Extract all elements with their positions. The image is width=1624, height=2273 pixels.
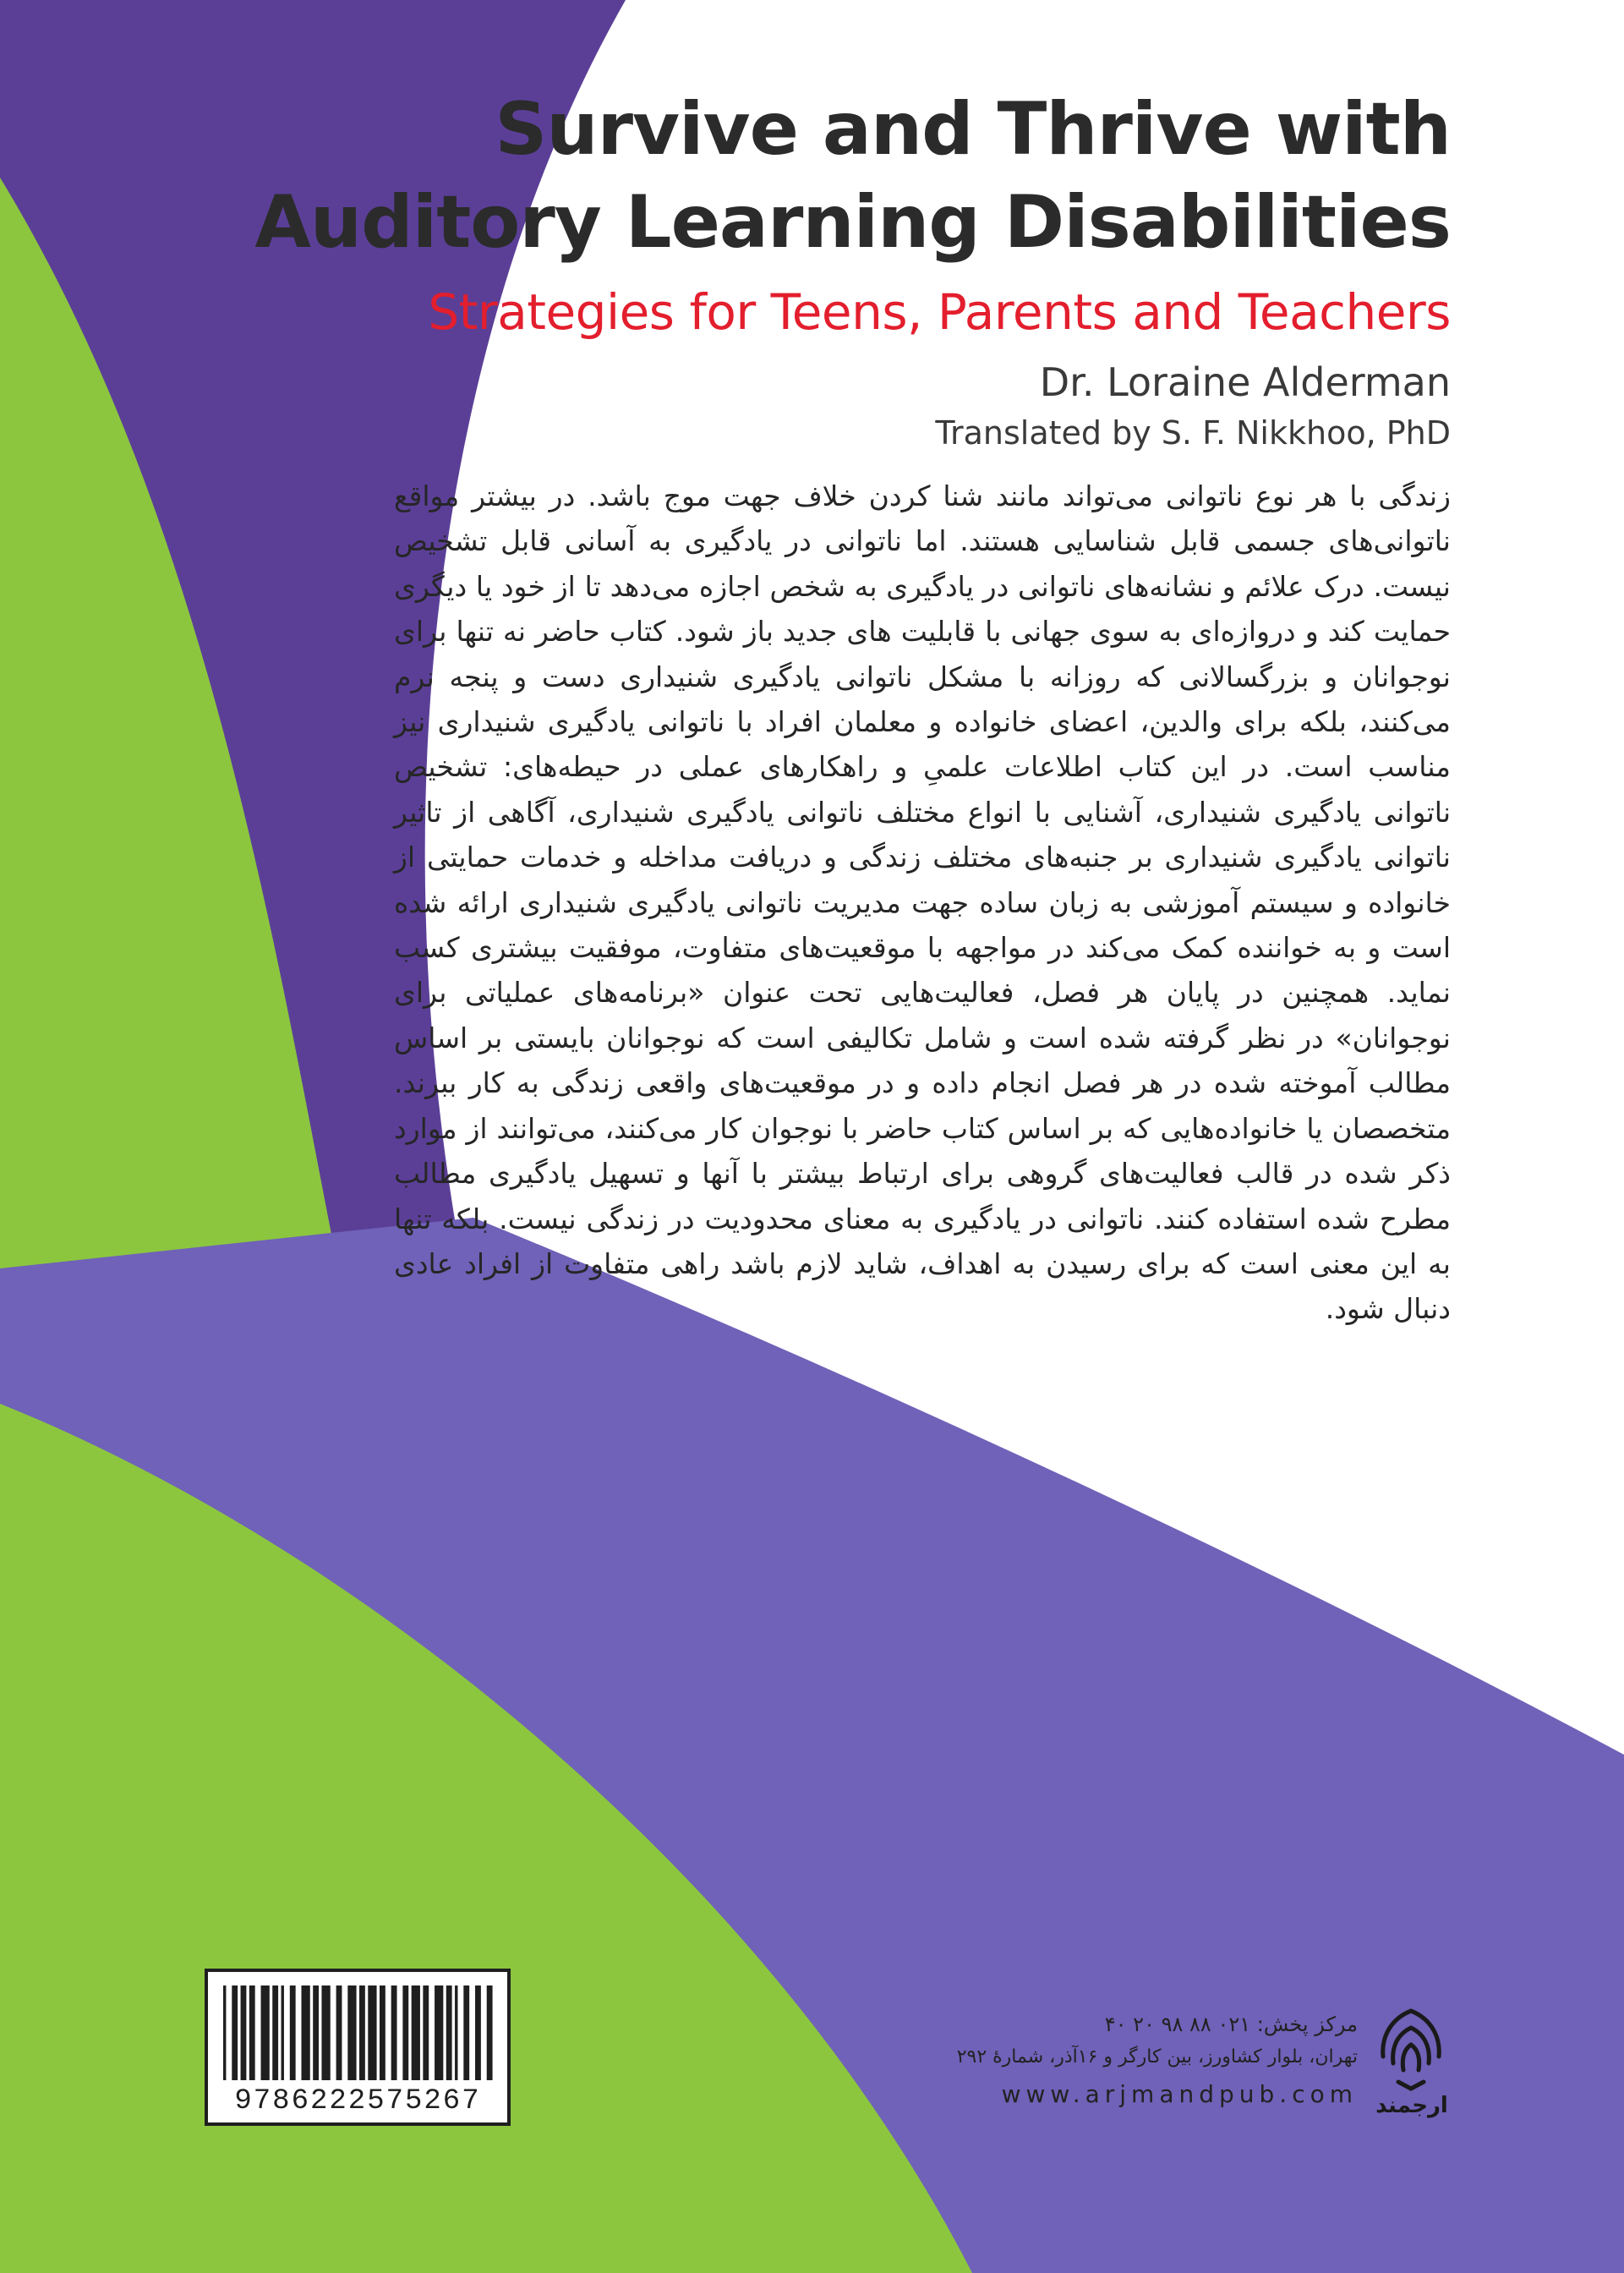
barcode-bar	[313, 1985, 319, 2080]
barcode-bar	[412, 1985, 420, 2080]
barcode-bar	[487, 1985, 493, 2080]
barcode-bar	[223, 1985, 226, 2080]
book-author: Dr. Loraine Alderman	[1039, 359, 1451, 405]
publisher-address: تهران، بلوار کشاورز، بین کارگر و ۱۶آذر، شمارهٔ ۲۹۲	[956, 2046, 1358, 2068]
publisher-logo-name: ارجمند	[1375, 2093, 1448, 2118]
barcode-bar	[435, 1985, 443, 2080]
barcode-bar	[241, 1985, 247, 2080]
barcode-bar	[301, 1985, 309, 2080]
barcode-bar	[321, 1985, 330, 2080]
publisher-website[interactable]: www.arjmandpub.com	[1001, 2080, 1358, 2108]
publisher-phone: مرکز پخش: ۰۲۱ ۸۸ ۹۸ ۲۰ ۴۰	[1104, 2013, 1358, 2036]
barcode-bar	[359, 1985, 365, 2080]
barcode-bar	[380, 1985, 385, 2080]
barcode-bar	[391, 1985, 397, 2080]
barcode-bar	[446, 1985, 452, 2080]
book-subtitle: Strategies for Teens, Parents and Teachers	[428, 283, 1451, 341]
barcode-bar	[402, 1985, 408, 2080]
barcode-bar	[261, 1985, 270, 2080]
barcode-bar	[455, 1985, 457, 2080]
book-title-line-2: Auditory Learning Disabilities	[254, 180, 1451, 265]
barcode-bar	[475, 1985, 481, 2080]
isbn-barcode	[205, 1969, 511, 2126]
barcode-bar	[463, 1985, 469, 2080]
barcode-bar	[368, 1985, 376, 2080]
isbn-number: 9786222575267	[234, 2085, 481, 2117]
blurb-paragraph: زندگی با هر نوع ناتوانی می‌تواند مانند شنا کردن خلاف جهت موج باشد. در بیشتر مواقع ناتوانی‌های جسمی قابل شناسایی هستند. اما ناتوانی در یادگیری به آسانی قابل تشخیص نیست. درک علائم و نشانه‌های ناتوانی در یادگیری به شخص اجازه می‌دهد تا از خود یا دیگری حمایت کند و دروازه‌ای به سوی جهانی با قابلیت های جدید باز شود. کتاب حاضر نه تنها برای نوجوانان و بزرگسالانی که روزانه با مشکل ناتوانی یادگیری شنیداری دست و پنجه نرم می‌کنند، بلکه برای والدین، اعضای خانواده و معلمان افراد با ناتوانی یادگیری شنیداری نیز مناسب است. در این کتاب اطلاعات علمیِ و راهکارهای عملی در حیطه‌های: تشخیص ناتوانی یادگیری شنیداری، آشنایی با انواع مختلف ناتوانی یادگیری شنیداری، آگاهی از تاثیر ناتوانی یادگیری شنیداری بر جنبه‌های مختلف زندگی و دریافت مداخله و خدمات حمایتی از خانواده و سیستم آموزشی به زبان ساده جهت مدیریت ناتوانی یادگیری شنیداری ارائه شده است و به خواننده کمک می‌کند در مواجهه با موقعیت‌های متفاوت، موفقیت بیشتری کسب نماید. همچنین در پایان هر فصل، فعالیت‌هایی تحت عنوان «برنامه‌های عملیاتی برای نوجوانان» در نظر گرفته شده است و شامل تکالیفی است که نوجوانان بایستی بر اساس مطالب آموخته شده در هر فصل انجام داده و در موقعیت‌های واقعی زندگی به کار ببرند. متخصصان یا خانواده‌هایی که بر اساس کتاب حاضر با نوجوان کار می‌کنند، می‌توانند از موارد ذکر شده در قالب فعالیت‌های گروهی برای ارتباط بیشتر با آنها و تسهیل یادگیری مطالب مطرح شده استفاده کنند. ناتوانی در یادگیری به معنای محدودیت در زندگی نیست. بلکه تنها به این معنی است که برای رسیدن به اهداف، شاید لازم باشد راهی متفاوت از افراد عادی دنبال شود.	[394, 479, 1451, 1326]
barcode-bar	[347, 1985, 356, 2080]
barcode-bar	[232, 1985, 238, 2080]
barcode-bar	[272, 1985, 278, 2080]
barcode-bar	[249, 1985, 255, 2080]
barcode-bar	[423, 1985, 429, 2080]
barcode-bar	[282, 1985, 284, 2080]
barcode-bar	[290, 1985, 296, 2080]
book-title-line-1: Survive and Thrive with	[495, 87, 1451, 172]
book-translator: Translated by S. F. Nikkhoo, PhD	[935, 414, 1451, 452]
barcode-bar	[336, 1985, 342, 2080]
persian-blurb	[394, 474, 1451, 1332]
barcode-bars	[223, 1985, 495, 2080]
